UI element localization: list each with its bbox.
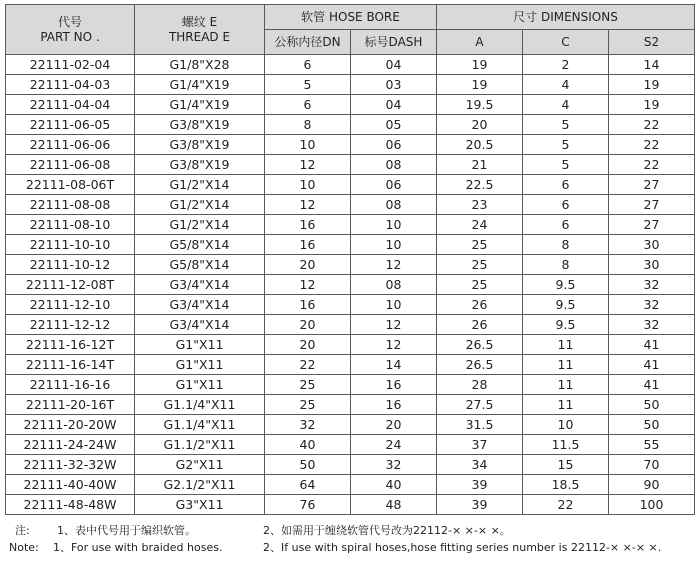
a-cell: 39 [437,495,523,515]
note-label-cn: 注: [15,524,30,537]
table-row [6,455,695,475]
table-row [6,335,695,355]
notes [5,521,694,559]
table-row [6,315,695,335]
c-cell: 22 [523,495,609,515]
a-cell: 28 [437,375,523,395]
dash-cell: 12 [351,255,437,275]
dn-cell: 22 [265,355,351,375]
dn-cell: 10 [265,175,351,195]
s2-cell: 41 [609,355,695,375]
s2-cell: 32 [609,295,695,315]
dash-cell: 14 [351,355,437,375]
c-cell: 5 [523,135,609,155]
c-cell: 11 [523,355,609,375]
thread-cell: G1/2"X14 [135,195,265,215]
table-row [6,295,695,315]
dn-cell: 32 [265,415,351,435]
thread-cell: G1.1/2"X11 [135,435,265,455]
a-cell: 39 [437,475,523,495]
table-row [6,195,695,215]
part-no-cell: 22111-04-04 [6,95,135,115]
c-cell: 6 [523,215,609,235]
dn-cell: 40 [265,435,351,455]
dn-cell: 76 [265,495,351,515]
a-cell: 26.5 [437,355,523,375]
dash-cell: 12 [351,335,437,355]
table-row [6,95,695,115]
table-row [6,395,695,415]
thread-header [135,5,265,55]
a-cell: 34 [437,455,523,475]
part-no-cell: 22111-12-08T [6,275,135,295]
dash-cell: 06 [351,175,437,195]
c-cell: 2 [523,55,609,75]
s2-cell: 30 [609,255,695,275]
a-cell: 22.5 [437,175,523,195]
thread-cell: G3/8"X19 [135,155,265,175]
table-row [6,55,695,75]
s2-cell: 22 [609,155,695,175]
part-no-cell: 22111-16-14T [6,355,135,375]
a-cell: 26 [437,295,523,315]
dn-cell: 8 [265,115,351,135]
part-no-cell: 22111-08-06T [6,175,135,195]
a-header: A [437,30,523,55]
s2-cell: 22 [609,115,695,135]
s2-cell: 19 [609,95,695,115]
part-no-cell: 22111-04-03 [6,75,135,95]
part-no-cell: 22111-08-10 [6,215,135,235]
note-label-en: Note: [9,541,39,554]
a-cell: 25 [437,255,523,275]
s2-cell: 41 [609,335,695,355]
thread-cell: G3"X11 [135,495,265,515]
c-cell: 5 [523,115,609,135]
a-cell: 26 [437,315,523,335]
table-row [6,275,695,295]
part-no-header-en: PART NO . [40,29,100,44]
s2-cell: 30 [609,235,695,255]
table-row [6,215,695,235]
table-body [6,55,695,515]
thread-cell: G2"X11 [135,455,265,475]
a-cell: 20.5 [437,135,523,155]
dash-cell: 10 [351,215,437,235]
s2-cell: 19 [609,75,695,95]
part-no-cell: 22111-12-10 [6,295,135,315]
part-no-cell: 22111-16-12T [6,335,135,355]
thread-cell: G3/8"X19 [135,135,265,155]
thread-cell: G1/2"X14 [135,175,265,195]
table-row [6,255,695,275]
c-cell: 6 [523,175,609,195]
thread-cell: G5/8"X14 [135,255,265,275]
c-cell: 5 [523,155,609,175]
dn-cell: 16 [265,295,351,315]
c-cell: 11 [523,375,609,395]
dn-cell: 20 [265,335,351,355]
thread-cell: G1"X11 [135,355,265,375]
thread-cell: G1/8"X28 [135,55,265,75]
part-no-cell: 22111-24-24W [6,435,135,455]
c-cell: 11 [523,335,609,355]
c-cell: 8 [523,255,609,275]
part-no-cell: 22111-08-08 [6,195,135,215]
c-cell: 15 [523,455,609,475]
dn-cell: 20 [265,315,351,335]
table-row [6,235,695,255]
note-cn-1: 1、表中代号用于编织软管。 [57,524,196,537]
thread-cell: G1.1/4"X11 [135,415,265,435]
c-cell: 9.5 [523,295,609,315]
s2-cell: 32 [609,315,695,335]
c-cell: 4 [523,95,609,115]
a-cell: 23 [437,195,523,215]
part-no-cell: 22111-20-20W [6,415,135,435]
dn-cell: 20 [265,255,351,275]
dash-cell: 08 [351,155,437,175]
dash-cell: 40 [351,475,437,495]
note-cn-2: 2、如需用于缠绕软管代号改为22112-× ×-× ×。 [263,524,511,537]
s2-cell: 27 [609,175,695,195]
c-header: C [523,30,609,55]
hose-bore-header: 软管 HOSE BORE [265,5,437,30]
table-row [6,435,695,455]
a-cell: 37 [437,435,523,455]
dash-header: 标号DASH [351,30,437,55]
c-cell: 10 [523,415,609,435]
thread-cell: G1"X11 [135,335,265,355]
part-no-cell: 22111-12-12 [6,315,135,335]
c-cell: 11.5 [523,435,609,455]
a-cell: 31.5 [437,415,523,435]
part-no-cell: 22111-06-05 [6,115,135,135]
thread-cell: G3/4"X14 [135,315,265,335]
dn-cell: 25 [265,375,351,395]
s2-cell: 90 [609,475,695,495]
part-no-header [6,5,135,55]
a-cell: 24 [437,215,523,235]
thread-header-cn: 螺纹 E [181,14,218,29]
note-en-2: 2、If use with spiral hoses,hose fitting series number is 22112-× ×-× ×. [263,541,662,554]
c-cell: 9.5 [523,315,609,335]
part-no-cell: 22111-06-08 [6,155,135,175]
dash-cell: 06 [351,135,437,155]
thread-cell: G2.1/2"X11 [135,475,265,495]
c-cell: 9.5 [523,275,609,295]
c-cell: 6 [523,195,609,215]
dn-cell: 16 [265,235,351,255]
a-cell: 19 [437,75,523,95]
dn-header: 公称内径DN [265,30,351,55]
note-line-cn [5,521,694,538]
thread-header-en: THREAD E [168,29,231,44]
dn-cell: 10 [265,135,351,155]
c-cell: 4 [523,75,609,95]
dn-cell: 16 [265,215,351,235]
a-cell: 19.5 [437,95,523,115]
c-cell: 18.5 [523,475,609,495]
dimensions-header: 尺寸 DIMENSIONS [437,5,695,30]
thread-cell: G1/4"X19 [135,95,265,115]
dn-cell: 50 [265,455,351,475]
thread-cell: G1"X11 [135,375,265,395]
thread-cell: G3/4"X14 [135,295,265,315]
a-cell: 26.5 [437,335,523,355]
c-cell: 11 [523,395,609,415]
s2-cell: 100 [609,495,695,515]
thread-cell: G5/8"X14 [135,235,265,255]
s2-cell: 22 [609,135,695,155]
dash-cell: 05 [351,115,437,135]
dash-cell: 48 [351,495,437,515]
part-no-cell: 22111-16-16 [6,375,135,395]
dash-cell: 24 [351,435,437,455]
dash-cell: 32 [351,455,437,475]
a-cell: 20 [437,115,523,135]
a-cell: 19 [437,55,523,75]
table-header [6,5,695,55]
s2-cell: 32 [609,275,695,295]
note-line-en [5,538,694,555]
a-cell: 27.5 [437,395,523,415]
dn-cell: 12 [265,155,351,175]
a-cell: 25 [437,235,523,255]
dash-cell: 04 [351,95,437,115]
table-row [6,415,695,435]
dn-cell: 12 [265,275,351,295]
dn-cell: 6 [265,55,351,75]
a-cell: 21 [437,155,523,175]
part-no-cell: 22111-10-10 [6,235,135,255]
part-no-cell: 22111-10-12 [6,255,135,275]
s2-cell: 70 [609,455,695,475]
dash-cell: 20 [351,415,437,435]
s2-cell: 50 [609,415,695,435]
thread-cell: G1.1/4"X11 [135,395,265,415]
table-row [6,75,695,95]
note-en-1: 1、For use with braided hoses. [53,541,223,554]
thread-cell: G3/4"X14 [135,275,265,295]
s2-cell: 55 [609,435,695,455]
s2-cell: 50 [609,395,695,415]
thread-cell: G1/4"X19 [135,75,265,95]
table-row [6,175,695,195]
part-no-cell: 22111-02-04 [6,55,135,75]
s2-cell: 27 [609,215,695,235]
s2-header: S2 [609,30,695,55]
dash-cell: 12 [351,315,437,335]
dash-cell: 04 [351,55,437,75]
c-cell: 8 [523,235,609,255]
table-row [6,135,695,155]
dn-cell: 6 [265,95,351,115]
part-no-cell: 22111-32-32W [6,455,135,475]
part-no-cell: 22111-48-48W [6,495,135,515]
table-row [6,495,695,515]
dash-cell: 03 [351,75,437,95]
thread-cell: G1/2"X14 [135,215,265,235]
dash-cell: 16 [351,375,437,395]
table-row [6,355,695,375]
dash-cell: 10 [351,295,437,315]
table-row [6,475,695,495]
dn-cell: 64 [265,475,351,495]
a-cell: 25 [437,275,523,295]
fitting-spec-table [5,4,695,515]
thread-cell: G3/8"X19 [135,115,265,135]
table-row [6,155,695,175]
dn-cell: 25 [265,395,351,415]
dash-cell: 16 [351,395,437,415]
s2-cell: 41 [609,375,695,395]
part-no-cell: 22111-06-06 [6,135,135,155]
dash-cell: 08 [351,195,437,215]
table-row [6,375,695,395]
dash-cell: 10 [351,235,437,255]
s2-cell: 27 [609,195,695,215]
part-no-header-cn: 代号 [57,14,82,29]
part-no-cell: 22111-40-40W [6,475,135,495]
dn-cell: 5 [265,75,351,95]
dn-cell: 12 [265,195,351,215]
part-no-cell: 22111-20-16T [6,395,135,415]
table-row [6,115,695,135]
s2-cell: 14 [609,55,695,75]
dash-cell: 08 [351,275,437,295]
